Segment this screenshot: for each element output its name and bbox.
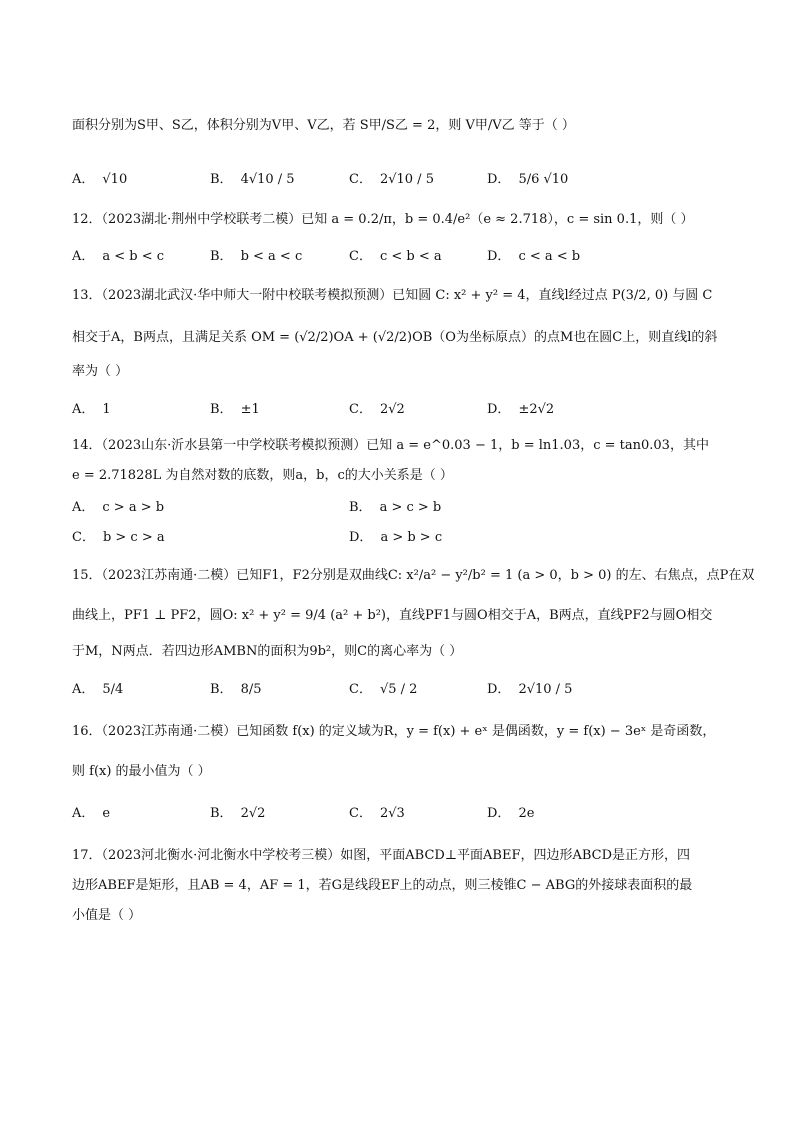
q12-option-a[interactable]: A． a < b < c bbox=[72, 249, 165, 264]
q16-option-a[interactable]: A． e bbox=[72, 806, 111, 821]
q14-options-row2 bbox=[72, 524, 732, 552]
q14-stem-line1: 14．（2023山东·沂水县第一中学校联考模拟预测）已知 a = e^0.03 − 1，b = ln1.03，c = tan0.03，其中 bbox=[72, 438, 709, 453]
q11-stem: 面积分别为S甲、S乙，体积分别为V甲、V乙，若 S甲/S乙 = 2，则 V甲/V乙 等于（ ） bbox=[72, 118, 575, 133]
q14-options-row1 bbox=[72, 494, 732, 522]
q11-option-a[interactable]: A． √10 bbox=[72, 172, 128, 187]
q13-option-b[interactable]: B． ±1 bbox=[210, 402, 260, 417]
q12-option-d[interactable]: D． c < a < b bbox=[487, 249, 581, 264]
q12-option-b[interactable]: B． b < a < c bbox=[210, 249, 303, 264]
q12-stem: 12．（2023湖北·荆州中学校联考二模）已知 a = 0.2/π，b = 0.4/e²（e ≈ 2.718），c = sin 0.1，则（ ） bbox=[72, 212, 694, 227]
q16-option-c[interactable]: C． 2√3 bbox=[349, 806, 405, 821]
q12-option-c[interactable]: C． c < b < a bbox=[349, 249, 442, 264]
q12-options bbox=[72, 243, 732, 271]
q15-stem-line1: 15．（2023江苏南通·二模）已知F1，F2分别是双曲线C: x²/a² − y²/b² = 1 (a > 0，b > 0) 的左、右焦点，点P在双 bbox=[72, 568, 755, 583]
q16-option-d[interactable]: D． 2e bbox=[487, 806, 535, 821]
q13-option-d[interactable]: D． ±2√2 bbox=[487, 402, 555, 417]
q14-option-d[interactable]: D． a > b > c bbox=[349, 530, 443, 545]
q13-option-c[interactable]: C． 2√2 bbox=[349, 402, 405, 417]
q13-option-a[interactable]: A． 1 bbox=[72, 402, 111, 417]
q14-stem-line2: e = 2.71828L 为自然对数的底数，则a，b，c的大小关系是（ ） bbox=[72, 468, 453, 483]
q11-options bbox=[72, 166, 732, 194]
q16-stem-line1: 16．（2023江苏南通·二模）已知函数 f(x) 的定义域为R，y = f(x) + eˣ 是偶函数，y = f(x) − 3eˣ 是奇函数， bbox=[72, 724, 716, 739]
q16-stem-line2: 则 f(x) 的最小值为（ ） bbox=[72, 764, 211, 779]
q14-option-b[interactable]: B． a > c > b bbox=[349, 500, 442, 515]
q15-option-c[interactable]: C． √5 / 2 bbox=[349, 682, 418, 697]
q14-option-c[interactable]: C． b > c > a bbox=[72, 530, 165, 545]
q15-option-a[interactable]: A． 5/4 bbox=[72, 682, 124, 697]
q16-options bbox=[72, 800, 732, 828]
q17-stem-line1: 17．（2023河北衡水·河北衡水中学校考三模）如图，平面ABCD⊥平面ABEF，四边形ABCD是正方形，四 bbox=[72, 848, 691, 863]
q11-option-d[interactable]: D． 5/6 √10 bbox=[487, 172, 569, 187]
q15-stem-line3: 于M，N两点．若四边形AMBN的面积为9b²，则C的离心率为（ ） bbox=[72, 644, 463, 659]
q15-option-d[interactable]: D． 2√10 / 5 bbox=[487, 682, 573, 697]
q11-option-b[interactable]: B． 4√10 / 5 bbox=[210, 172, 295, 187]
q17-stem-line3: 小值是（ ） bbox=[72, 908, 142, 923]
q11-option-c[interactable]: C． 2√10 / 5 bbox=[349, 172, 434, 187]
q15-option-b[interactable]: B． 8/5 bbox=[210, 682, 262, 697]
q15-options bbox=[72, 676, 732, 704]
q16-option-b[interactable]: B． 2√2 bbox=[210, 806, 266, 821]
q17-stem-line2: 边形ABEF是矩形，且AB = 4，AF = 1，若G是线段EF上的动点，则三棱锥C − ABG的外接球表面积的最 bbox=[72, 878, 693, 893]
q13-stem-line2: 相交于A，B两点，且满足关系 OM = (√2/2)OA + (√2/2)OB（O为坐标原点）的点M也在圆C上，则直线l的斜 bbox=[72, 330, 718, 345]
q13-stem-line1: 13．（2023湖北武汉·华中师大一附中校联考模拟预测）已知圆 C: x² + y² = 4，直线l经过点 P(3/2, 0) 与圆 C bbox=[72, 288, 713, 303]
q14-option-a[interactable]: A． c > a > b bbox=[72, 500, 165, 515]
q13-options bbox=[72, 396, 732, 424]
q15-stem-line2: 曲线上，PF1 ⊥ PF2，圆O: x² + y² = 9/4 (a² + b²)，直线PF1与圆O相交于A，B两点，直线PF2与圆O相交 bbox=[72, 608, 713, 623]
q13-stem-line3: 率为（ ） bbox=[72, 364, 129, 379]
